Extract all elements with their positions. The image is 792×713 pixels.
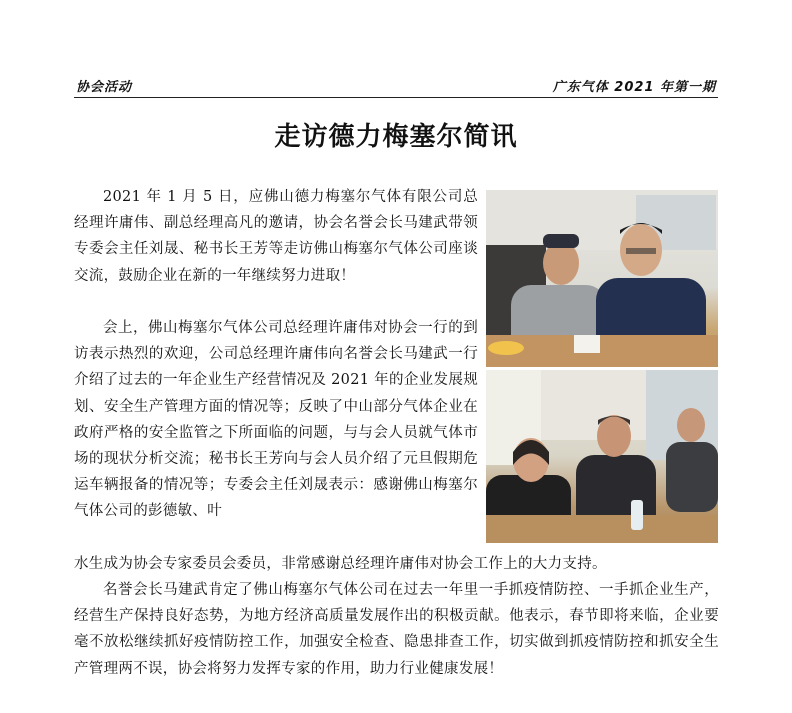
meeting-photo-2 [486,370,718,543]
paragraph-2: 会上，佛山梅塞尔气体公司总经理许庸伟对协会一行的到访表示热烈的欢迎，公司总经理许庸伟向名誉会长马建武一行介绍了过去的一年企业生产经营情况及 2021 年的企业发展规划、安全生产管理方面的情况等；反映了中山部分气体企业在政府严格的安全监管之下所面临的问题，与与会人员就气体市场的现状分析交流；秘书长王芳向与会人员介绍了元旦假期危运车辆报备的情况等；专委会主任刘晟表示：感谢佛山梅塞尔气体公司的彭德敏、叶 [74,320,478,520]
meeting-photo-2-illustration [486,370,718,543]
article-title: 走访德力梅塞尔简讯 [274,122,518,152]
issue-label: 广东气体 2021 年第一期 [552,80,716,95]
section-label: 协会活动 [76,80,133,95]
paragraph-2-continuation: 水生成为协会专家委员会委员，非常感谢总经理许庸伟对协会工作上的大力支持。 [74,556,607,572]
paragraph-3: 名誉会长马建武肯定了佛山梅塞尔气体公司在过去一年里一手抓疫情防控、一手抓企业生产，经营生产保持良好态势，为地方经济高质量发展作出的积极贡献。他表示，春节即将来临，企业要毫不放松继续抓好疫情防控工作，加强安全检查、隐患排查工作，切实做到抓疫情防控和抓安全生产管理两不误，协会将努力发挥专家的作用，助力行业健康发展！ [74,582,719,677]
header-divider [74,97,718,98]
meeting-photo-1-illustration [486,190,718,367]
meeting-photo-1 [486,190,718,367]
paragraph-1: 2021 年 1 月 5 日，应佛山德力梅塞尔气体有限公司总经理许庸伟、副总经理高凡的邀请，协会名誉会长马建武带领专委会主任刘晟、秘书长王芳等走访佛山梅塞尔气体公司座谈交流，鼓励企业在新的一年继续努力进取！ [74,189,478,284]
